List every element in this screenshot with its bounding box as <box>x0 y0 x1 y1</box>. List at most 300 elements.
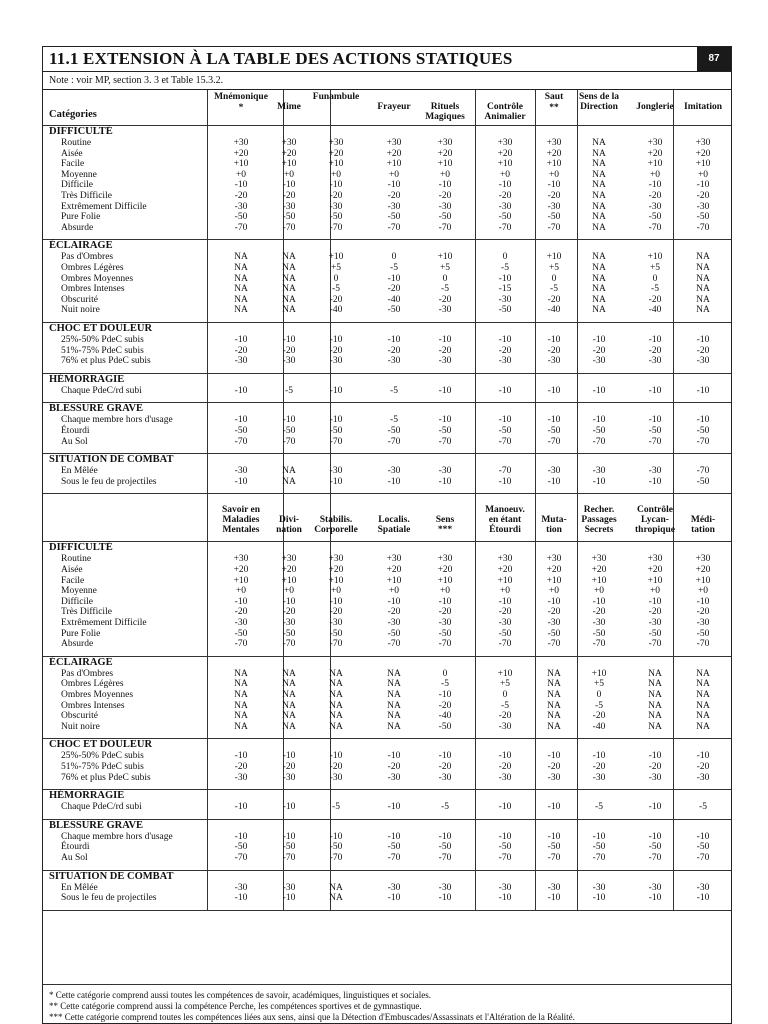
row-label: Pas d'Ombres <box>61 252 114 263</box>
table-cell: 0 <box>551 273 557 284</box>
table-cell: +5 <box>649 263 661 273</box>
column-header: Contrôle Animalier <box>484 102 526 122</box>
table-cell: +30 <box>695 554 711 565</box>
table-cell: +10 <box>437 159 453 170</box>
table-cell: NA <box>592 222 606 233</box>
table-cell: -10 <box>648 180 662 191</box>
table-cell: -10 <box>696 335 710 345</box>
table-cell: -30 <box>282 617 296 628</box>
table-cell: +30 <box>281 554 297 565</box>
table-cell: -30 <box>438 356 452 367</box>
table-cell: -20 <box>547 607 561 618</box>
table-cell: -50 <box>387 426 401 436</box>
table-cell: -10 <box>547 476 561 487</box>
table-cell: NA <box>282 273 296 284</box>
table-cell: +20 <box>281 148 297 159</box>
table-cell: NA <box>282 679 296 690</box>
header-divider <box>43 541 731 542</box>
table-cell: +0 <box>388 586 400 597</box>
table-cell: NA <box>234 700 248 711</box>
column-header: Sens de la Direction <box>578 92 620 112</box>
table-cell: -70 <box>592 639 606 650</box>
column-footnote-mark: ** <box>549 103 559 113</box>
table-cell: NA <box>592 191 606 201</box>
table-cell: -50 <box>648 212 662 223</box>
table-cell: +10 <box>497 668 513 679</box>
row-label: Chaque membre hors d'usage <box>61 415 173 426</box>
table-cell: -50 <box>592 426 606 436</box>
row-label: Obscurité <box>61 294 98 305</box>
table-cell: -30 <box>547 466 561 477</box>
row-label: Moyenne <box>61 169 97 180</box>
table-cell: -10 <box>592 415 606 426</box>
table-cell: +30 <box>386 554 402 565</box>
table-cell: -10 <box>387 893 401 904</box>
table-cell: NA <box>547 668 561 679</box>
table-cell: NA <box>592 159 606 170</box>
table-cell: -20 <box>547 191 561 201</box>
table-cell: -30 <box>648 356 662 367</box>
row-label: Aisée <box>61 564 83 575</box>
table-cell: -70 <box>438 639 452 650</box>
table-cell: -10 <box>696 415 710 426</box>
table-cell: -40 <box>648 305 662 316</box>
table-cell: -10 <box>234 831 248 842</box>
table-cell: NA <box>547 700 561 711</box>
table-section <box>43 90 731 493</box>
table-cell: +30 <box>497 138 513 148</box>
table-cell: -70 <box>234 222 248 233</box>
table-cell: -5 <box>501 263 509 273</box>
table-cell: -70 <box>282 852 296 863</box>
group-title: HÉMORRAGIE <box>49 373 125 385</box>
row-label: Moyenne <box>61 586 97 597</box>
table-cell: -10 <box>234 335 248 345</box>
group-divider <box>43 656 731 657</box>
table-cell: NA <box>648 668 662 679</box>
tables-container <box>43 90 731 910</box>
table-cell: -30 <box>438 617 452 628</box>
group-title: ÉCLAIRAGE <box>49 656 113 668</box>
table-cell: -30 <box>282 356 296 367</box>
table-cell: NA <box>592 201 606 212</box>
table-cell: NA <box>329 711 343 722</box>
table-cell: +20 <box>437 564 453 575</box>
table-cell: -70 <box>547 639 561 650</box>
table-cell: -10 <box>438 751 452 762</box>
table-cell: -10 <box>592 831 606 842</box>
footnote: * Cette catégorie comprend aussi toutes les compétences de savoir, académiques, linguistiques et sociales. <box>49 990 432 1000</box>
table-cell: -70 <box>282 436 296 447</box>
table-cell: -70 <box>282 222 296 233</box>
row-label: Étourdi <box>61 426 90 436</box>
table-cell: -10 <box>387 273 401 284</box>
table-cell: -10 <box>592 751 606 762</box>
table-cell: -70 <box>696 466 710 477</box>
table-cell: -40 <box>387 294 401 305</box>
table-cell: -50 <box>547 426 561 436</box>
table-cell: +20 <box>546 564 562 575</box>
table-cell: +0 <box>593 586 605 597</box>
table-cell: +10 <box>647 252 663 263</box>
row-label: 76% et plus PdeC subis <box>61 772 151 783</box>
table-cell: -30 <box>592 617 606 628</box>
table-cell: -10 <box>592 596 606 607</box>
table-cell: -70 <box>498 852 512 863</box>
row-label: Ombres Légères <box>61 263 124 273</box>
table-cell: NA <box>648 711 662 722</box>
table-cell: -10 <box>498 385 512 396</box>
column-header: Saut <box>544 92 564 102</box>
table-cell: -5 <box>699 802 707 813</box>
table-cell: -5 <box>441 679 449 690</box>
table-cell: -30 <box>234 882 248 893</box>
table-cell: +10 <box>647 159 663 170</box>
footnote: ** Cette catégorie comprend aussi la compétence Perche, les compétences sportives et de gymnastique. <box>49 1001 422 1011</box>
table-cell: -20 <box>438 700 452 711</box>
table-cell: -50 <box>329 212 343 223</box>
table-cell: -20 <box>234 191 248 201</box>
table-cell: -20 <box>648 345 662 356</box>
table-cell: +10 <box>647 575 663 586</box>
table-cell: -70 <box>282 639 296 650</box>
table-cell: -30 <box>234 466 248 477</box>
table-cell: NA <box>648 721 662 732</box>
table-cell: NA <box>547 721 561 732</box>
group-title: CHOC ET DOULEUR <box>49 323 153 334</box>
table-cell: -5 <box>390 385 398 396</box>
table-cell: -10 <box>547 415 561 426</box>
table-cell: -20 <box>648 607 662 618</box>
row-label: Au Sol <box>61 436 88 447</box>
table-cell: -10 <box>547 335 561 345</box>
categories-header: Catégories <box>49 109 97 120</box>
table-cell: NA <box>696 700 710 711</box>
table-cell: -10 <box>498 335 512 345</box>
table-cell: NA <box>696 689 710 700</box>
column-header: Muta- tion <box>541 515 567 536</box>
column-divider <box>207 90 208 493</box>
table-cell: -30 <box>438 305 452 316</box>
table-cell: +20 <box>647 564 663 575</box>
table-cell: -10 <box>696 751 710 762</box>
table-cell: NA <box>592 212 606 223</box>
table-cell: -10 <box>234 893 248 904</box>
table-cell: -30 <box>696 356 710 367</box>
column-header: Contrôle Lycan- thropique <box>635 505 675 536</box>
table-cell: -30 <box>234 356 248 367</box>
table-cell: -20 <box>234 607 248 618</box>
table-cell: -70 <box>648 222 662 233</box>
table-cell: -20 <box>387 761 401 772</box>
table-cell: -50 <box>438 212 452 223</box>
table-section <box>43 493 731 909</box>
table-cell: +30 <box>647 554 663 565</box>
table-cell: -30 <box>282 882 296 893</box>
row-label: Aisée <box>61 148 83 159</box>
table-cell: +20 <box>233 148 249 159</box>
group-title: SITUATION DE COMBAT <box>49 454 174 466</box>
table-cell: +20 <box>281 564 297 575</box>
table-cell: -30 <box>592 882 606 893</box>
table-cell: -30 <box>387 201 401 212</box>
table-cell: NA <box>234 689 248 700</box>
row-label: Chaque PdeC/rd subi <box>61 385 142 396</box>
table-cell: -10 <box>648 751 662 762</box>
table-cell: NA <box>234 263 248 273</box>
table-cell: NA <box>234 711 248 722</box>
table-cell: -50 <box>329 628 343 639</box>
table-cell: +10 <box>546 159 562 170</box>
table-cell: -70 <box>498 222 512 233</box>
row-label: En Mêlée <box>61 466 98 477</box>
table-cell: -5 <box>390 263 398 273</box>
table-cell: +20 <box>233 564 249 575</box>
table-cell: -50 <box>438 842 452 853</box>
table-cell: +30 <box>281 138 297 148</box>
table-cell: NA <box>234 252 248 263</box>
table-cell: -30 <box>547 201 561 212</box>
table-cell: NA <box>592 180 606 191</box>
table-cell: -10 <box>547 751 561 762</box>
table-cell: +0 <box>283 169 295 180</box>
table-cell: NA <box>282 689 296 700</box>
row-label: 76% et plus PdeC subis <box>61 356 151 367</box>
table-cell: -30 <box>498 294 512 305</box>
table-cell: NA <box>282 263 296 273</box>
table-cell: -20 <box>648 294 662 305</box>
table-cell: NA <box>234 273 248 284</box>
table-cell: NA <box>282 700 296 711</box>
table-cell: NA <box>696 668 710 679</box>
table-cell: -30 <box>234 617 248 628</box>
table-cell: -70 <box>438 436 452 447</box>
header-divider <box>43 125 731 126</box>
table-cell: +0 <box>439 169 451 180</box>
table-cell: 0 <box>502 252 508 263</box>
table-cell: -70 <box>329 852 343 863</box>
table-cell: -10 <box>234 802 248 813</box>
table-cell: -70 <box>547 852 561 863</box>
table-cell: 0 <box>442 273 448 284</box>
table-cell: NA <box>282 305 296 316</box>
table-cell: -10 <box>498 831 512 842</box>
table-cell: -10 <box>282 180 296 191</box>
table-cell: -30 <box>329 356 343 367</box>
column-header: Divi- nation <box>276 515 302 536</box>
table-cell: NA <box>387 700 401 711</box>
table-cell: NA <box>648 700 662 711</box>
table-cell: -10 <box>438 335 452 345</box>
table-cell: -20 <box>696 345 710 356</box>
table-cell: -20 <box>438 294 452 305</box>
table-cell: -70 <box>234 852 248 863</box>
table-cell: -10 <box>234 180 248 191</box>
table-cell: -30 <box>648 466 662 477</box>
table-cell: -10 <box>387 802 401 813</box>
row-label: En Mêlée <box>61 882 98 893</box>
table-cell: -5 <box>390 415 398 426</box>
table-cell: +20 <box>328 148 344 159</box>
table-cell: -10 <box>387 180 401 191</box>
table-cell: -20 <box>438 607 452 618</box>
table-cell: -10 <box>547 831 561 842</box>
group-title: CHOC ET DOULEUR <box>49 739 153 751</box>
table-cell: NA <box>547 679 561 690</box>
table-cell: -70 <box>498 466 512 477</box>
table-cell: -30 <box>329 772 343 783</box>
table-cell: -30 <box>547 356 561 367</box>
header-bar <box>43 47 731 72</box>
column-header: Recher. Passages Secrets <box>581 505 617 536</box>
table-cell: +30 <box>386 138 402 148</box>
table-cell: -70 <box>234 436 248 447</box>
row-label: Pas d'Ombres <box>61 668 114 679</box>
column-header: Savoir en Maladies Mentales <box>221 505 261 536</box>
page-number: 87 <box>697 47 731 71</box>
table-cell: -10 <box>329 335 343 345</box>
table-cell: -10 <box>282 802 296 813</box>
table-cell: -10 <box>648 596 662 607</box>
group-title: BLESSURE GRAVE <box>49 819 144 831</box>
table-cell: -10 <box>329 415 343 426</box>
table-cell: NA <box>696 252 710 263</box>
table-cell: -5 <box>550 284 558 295</box>
table-cell: +30 <box>591 554 607 565</box>
table-cell: +20 <box>695 564 711 575</box>
table-cell: NA <box>696 294 710 305</box>
table-cell: +20 <box>546 148 562 159</box>
table-cell: NA <box>282 252 296 263</box>
table-cell: +0 <box>697 169 709 180</box>
table-cell: -30 <box>438 772 452 783</box>
table-cell: -30 <box>387 356 401 367</box>
table-cell: +0 <box>235 169 247 180</box>
table-cell: -70 <box>329 639 343 650</box>
table-cell: -20 <box>547 761 561 772</box>
table-cell: +20 <box>437 148 453 159</box>
row-label: Facile <box>61 159 85 170</box>
table-cell: +10 <box>386 575 402 586</box>
table-cell: -70 <box>387 222 401 233</box>
table-cell: -10 <box>234 476 248 487</box>
table-cell: NA <box>234 294 248 305</box>
row-label: Difficile <box>61 180 94 191</box>
row-label: Nuit noire <box>61 721 100 732</box>
row-label: Pure Folie <box>61 628 101 639</box>
table-cell: -70 <box>648 639 662 650</box>
table-cell: NA <box>696 711 710 722</box>
row-label: Très Difficile <box>61 191 112 201</box>
table-cell: -70 <box>387 852 401 863</box>
table-cell: -30 <box>329 617 343 628</box>
table-cell: NA <box>234 679 248 690</box>
table-cell: +30 <box>233 554 249 565</box>
table-cell: NA <box>387 721 401 732</box>
table-cell: +5 <box>593 679 605 690</box>
table-cell: -30 <box>592 772 606 783</box>
table-cell: -20 <box>547 345 561 356</box>
table-cell: 0 <box>391 252 397 263</box>
table-cell: -10 <box>234 385 248 396</box>
table-cell: -20 <box>498 761 512 772</box>
table-cell: -10 <box>498 180 512 191</box>
table-cell: -20 <box>438 345 452 356</box>
table-cell: +30 <box>233 138 249 148</box>
table-cell: NA <box>329 689 343 700</box>
table-cell: -70 <box>547 222 561 233</box>
table-cell: NA <box>592 148 606 159</box>
table-cell: +0 <box>697 586 709 597</box>
table-cell: -70 <box>592 852 606 863</box>
table-cell: NA <box>282 711 296 722</box>
table-cell: -10 <box>592 476 606 487</box>
table-cell: -50 <box>234 212 248 223</box>
table-cell: -30 <box>498 721 512 732</box>
table-cell: -30 <box>438 882 452 893</box>
table-cell: -10 <box>282 415 296 426</box>
table-cell: -20 <box>329 294 343 305</box>
group-title: SITUATION DE COMBAT <box>49 870 174 882</box>
table-cell: +20 <box>497 564 513 575</box>
table-cell: NA <box>547 689 561 700</box>
table-cell: -50 <box>498 628 512 639</box>
table-cell: -10 <box>696 831 710 842</box>
table-cell: -10 <box>696 385 710 396</box>
table-cell: NA <box>234 668 248 679</box>
row-label: Facile <box>61 575 85 586</box>
table-cell: NA <box>329 668 343 679</box>
row-label: Chaque PdeC/rd subi <box>61 802 142 813</box>
table-cell: NA <box>648 679 662 690</box>
table-cell: -50 <box>547 842 561 853</box>
footnote: *** Cette catégorie comprend toutes les compétences liées aux sens, ainsi que la Détection d'Embuscades/Assassinats et l'Altération de la Réalité. <box>49 1012 575 1022</box>
table-cell: -40 <box>329 305 343 316</box>
table-cell: NA <box>592 252 606 263</box>
table-cell: +30 <box>328 554 344 565</box>
table-cell: +20 <box>386 148 402 159</box>
table-cell: -30 <box>282 772 296 783</box>
row-label: Routine <box>61 138 92 148</box>
table-cell: -20 <box>592 345 606 356</box>
table-cell: -70 <box>329 222 343 233</box>
table-cell: -10 <box>592 893 606 904</box>
table-cell: -10 <box>282 596 296 607</box>
table-cell: +30 <box>328 138 344 148</box>
column-header: Mnémonique <box>214 92 268 102</box>
column-header: Jonglerie <box>636 102 674 112</box>
row-label: 25%-50% PdeC subis <box>61 751 144 762</box>
row-label: Sous le feu de projectiles <box>61 476 157 487</box>
table-cell: -70 <box>648 852 662 863</box>
table-cell: -10 <box>234 751 248 762</box>
table-cell: -70 <box>696 222 710 233</box>
table-cell: 0 <box>596 689 602 700</box>
table-cell: -10 <box>329 596 343 607</box>
table-cell: -50 <box>648 628 662 639</box>
table-cell: -50 <box>387 842 401 853</box>
row-label: Ombres Moyennes <box>61 689 134 700</box>
table-cell: -30 <box>498 201 512 212</box>
table-cell: +10 <box>281 575 297 586</box>
column-header: Stabilis. Corporelle <box>314 515 358 536</box>
table-cell: -10 <box>438 596 452 607</box>
table-cell: NA <box>696 263 710 273</box>
table-cell: -40 <box>547 305 561 316</box>
table-cell: -30 <box>329 466 343 477</box>
table-cell: -10 <box>498 893 512 904</box>
row-label: Très Difficile <box>61 607 112 618</box>
